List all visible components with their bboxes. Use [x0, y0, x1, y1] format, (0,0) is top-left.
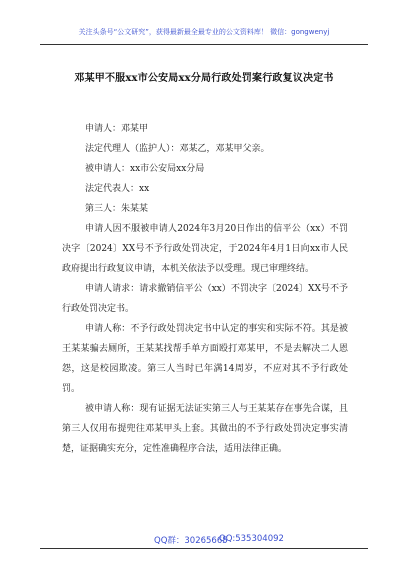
- header-banner: 关注头条号“公文研究”，获得最新最全最专业的公文资料库！ 微信：gongwenyj: [78, 28, 330, 36]
- applicant-request-paragraph: 申请人请求：请求撤销信平公（xx）不罚决字〔2024〕XX号不予行政处罚决定书。: [62, 284, 348, 314]
- third-party-line: 第三人：朱某某: [85, 204, 149, 214]
- respondent-claim-paragraph: 被申请人称：现有证据无法证实第三人与王某某存在事先合谋，且第三人仅用布提兜往邓某甲头上套。其做出的不予行政处罚决定事实清楚，证据确实充分，定性准确程序合法，适用法律正确。: [62, 404, 348, 454]
- document-title: 邓某甲不服xx市公安局xx分局行政处罚案行政复议决定书: [74, 73, 334, 84]
- case-background-paragraph: 申请人因不服被申请人2024年3月20日作出的信平公（xx）不罚决字〔2024〕XX号不予行政处罚决定，于2024年4月1日向xx市人民政府提出行政复议申请，本机关依法予以受理。现已审理终结。: [62, 224, 348, 274]
- legal-rep-line: 法定代表人：xx: [85, 184, 150, 194]
- footer: [0, 534, 408, 548]
- respondent-line: 被申请人：xx市公安局xx分局: [85, 164, 205, 174]
- applicant-line: 申请人：邓某甲: [85, 124, 149, 134]
- applicant-claim-paragraph: 申请人称：不予行政处罚决定书中认定的事实和实际不符。其是被王某某骗去厕所，王某某找帮手单方面殴打邓某甲，不是去解决二人恩怨，这是校园欺凌。第三人当时已年满14周岁，不应对其不予行政处罚。: [62, 324, 348, 394]
- document-body: [62, 119, 348, 459]
- footer-qq-number: QQ:535304092: [219, 534, 284, 544]
- footer-divider: [40, 548, 368, 549]
- legal-representative-line: 法定代理人（监护人）：邓某乙，邓某甲父亲。: [85, 144, 270, 154]
- header-divider: [40, 44, 368, 45]
- footer-qq-group: QQ群：30265665: [154, 536, 228, 546]
